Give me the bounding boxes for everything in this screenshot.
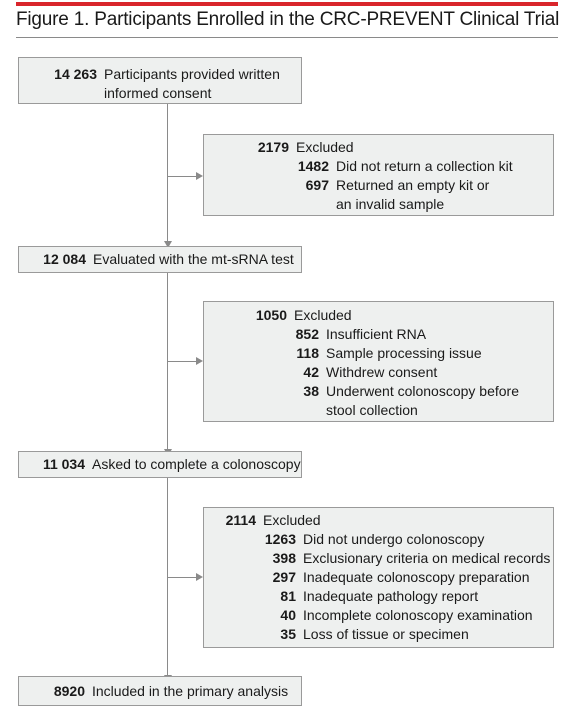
consent-label-line2: informed consent <box>104 85 212 101</box>
box-included <box>18 676 302 706</box>
asked-label: Asked to complete a colonoscopy <box>92 456 301 472</box>
spacer <box>19 84 104 103</box>
connector-to-excluded3 <box>168 577 197 578</box>
item-count: 1482 <box>297 158 329 174</box>
box-excluded-3 <box>203 507 554 648</box>
item-label: Inadequate pathology report <box>303 588 479 604</box>
connector-consent-to-evaluated <box>167 104 168 242</box>
list-item <box>204 587 553 606</box>
item-count: 38 <box>303 383 319 399</box>
box-excluded-2 <box>203 301 554 422</box>
list-item <box>204 530 553 549</box>
excluded2-count: 1050 <box>255 307 287 323</box>
list-item <box>204 344 553 363</box>
item-label-cont: stool collection <box>326 402 418 418</box>
asked-count: 11 034 <box>42 456 85 472</box>
item-count: 40 <box>280 607 296 623</box>
item-count: 35 <box>280 626 296 642</box>
spacer <box>204 401 326 420</box>
connector-to-excluded1 <box>168 176 197 177</box>
list-item <box>204 625 553 644</box>
title-divider <box>16 37 558 38</box>
item-count: 697 <box>305 177 329 193</box>
item-label: Exclusionary criteria on medical records <box>303 550 551 566</box>
arrow-to-excluded2 <box>196 357 203 365</box>
included-count: 8920 <box>53 683 85 699</box>
box-excluded-1 <box>203 134 554 216</box>
list-item <box>204 363 553 382</box>
list-item <box>204 549 553 568</box>
box-evaluated <box>18 246 302 273</box>
consent-count: 14 263 <box>54 66 97 82</box>
consent-label-line1: Participants provided written <box>104 66 280 82</box>
list-item <box>204 382 553 401</box>
excluded3-count: 2114 <box>225 512 256 528</box>
figure-title: Figure 1. Participants Enrolled in the CRC-PREVENT Clinical Trial <box>16 9 560 30</box>
item-label: Incomplete colonoscopy examination <box>303 607 533 623</box>
list-item <box>204 176 553 195</box>
list-item <box>204 157 553 176</box>
spacer <box>204 195 336 214</box>
arrow-to-excluded3 <box>196 573 203 581</box>
item-count: 297 <box>272 569 296 585</box>
item-label: Returned an empty kit or <box>336 177 490 193</box>
item-count: 1263 <box>264 531 296 547</box>
item-label: Loss of tissue or specimen <box>303 626 469 642</box>
item-count: 398 <box>272 550 296 566</box>
excluded3-label: Excluded <box>263 512 321 528</box>
item-label: Withdrew consent <box>326 364 438 380</box>
item-count: 118 <box>296 345 319 361</box>
item-label: Underwent colonoscopy before <box>326 383 520 399</box>
item-label: Inadequate colonoscopy preparation <box>303 569 530 585</box>
item-label: Did not return a collection kit <box>336 158 513 174</box>
item-count: 81 <box>280 588 296 604</box>
item-count: 42 <box>303 364 319 380</box>
item-label: Did not undergo colonoscopy <box>303 531 485 547</box>
connector-to-excluded2 <box>168 361 197 362</box>
title-accent-bar <box>16 2 558 6</box>
box-asked <box>18 451 302 478</box>
box-consent <box>18 57 302 104</box>
evaluated-count: 12 084 <box>43 251 86 267</box>
item-count: 852 <box>295 326 319 342</box>
excluded1-label: Excluded <box>296 139 354 155</box>
list-item <box>204 606 553 625</box>
item-label: Sample processing issue <box>326 345 482 361</box>
item-label: Insufficient RNA <box>326 326 427 342</box>
item-label-cont: an invalid sample <box>336 196 445 212</box>
list-item <box>204 325 553 344</box>
excluded1-count: 2179 <box>257 139 289 155</box>
arrow-to-excluded1 <box>196 172 203 180</box>
excluded2-label: Excluded <box>294 307 352 323</box>
included-label: Included in the primary analysis <box>92 683 289 699</box>
evaluated-label: Evaluated with the mt-sRNA test <box>93 251 294 267</box>
list-item <box>204 568 553 587</box>
